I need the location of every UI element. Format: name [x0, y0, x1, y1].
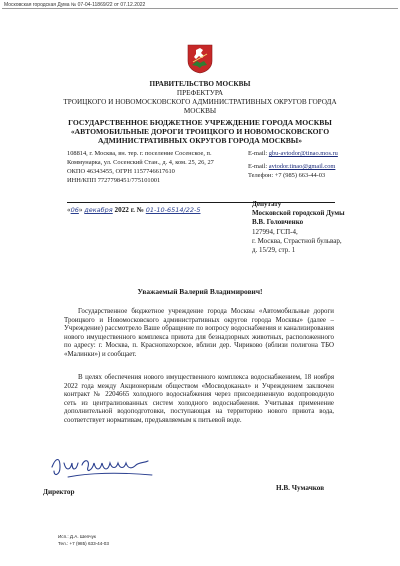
top-border: [2, 8, 398, 9]
body-paragraph-1: [64, 308, 334, 359]
gov-title: ПРАВИТЕЛЬСТВО МОСКВЫ: [149, 80, 251, 88]
body-text-1: Государственное бюджетное учреждение города Москвы «Автомобильные дороги Троицкого и Новомосковского административных округов города Москвы» (далее – Учреждение) рассмотрело Ваше обращение по вопросу водоснабжения и канализирования нового имущественного комплекса приюта для безнадзорных животных, расположенного по адресу: г. Москва, п. Краснопахорское, вблизи дер. Чириково (вблизи полигона ТБО «Малинки») и сообщает.: [64, 308, 334, 358]
recipient-line-6: д. 15/29, стр. 1: [252, 246, 296, 254]
outgoing-number: 01-10-6514/22-5: [145, 206, 201, 214]
registration-stamp: Московская городская Дума № 07-04-11869/22 от 07.12.2022: [4, 2, 146, 8]
inn-kpp: ИНН/КПП 7727798451/775101001: [67, 177, 161, 184]
recipient-line-2: Московской городской Думы: [252, 209, 345, 217]
org-name-line-2: «АВТОМОБИЛЬНЫЕ ДОРОГИ ТРОИЦКОГО И НОВОМОСКОВСКОГО: [70, 127, 330, 136]
org-name-line-1: ГОСУДАРСТВЕННОЕ БЮДЖЕТНОЕ УЧРЕЖДЕНИЕ ГОРОДА МОСКВЫ: [68, 118, 332, 127]
recipient-line-4: 127994, ГСП-4,: [252, 228, 298, 236]
org-name-line-3: АДМИНИСТРАТИВНЫХ ОКРУГОВ ГОРОДА МОСКВЫ»: [97, 136, 303, 145]
handwritten-signature-icon: [48, 447, 158, 483]
recipient-line-1: Депутату: [252, 200, 282, 208]
okpo-ogrn: ОКПО 46343455, ОГРН 1157746617610: [67, 168, 175, 175]
districts-line-2: МОСКВЫ: [183, 107, 217, 115]
outgoing-day: 06: [70, 206, 79, 214]
body-text-2: В целях обеспечения нового имущественного комплекса водоснабжением, 18 ноября 2022 года между Акционерным обществом «Мосводоканал» и Учреждением заключен контракт № 2204665 холодного водоснабжения через присоединенную водопроводную сеть из централизованных систем холодного водоснабжения. Учитывая применение дополнительной водоподготовки, поступающая на территорию нового приюта вода, соответствует нормативам, предъявляемым к питьевой воде.: [64, 374, 334, 424]
greeting: Уважаемый Валерий Владимирович!: [137, 287, 263, 296]
moscow-coat-of-arms-icon: [187, 44, 213, 74]
quote-open: «: [67, 206, 71, 214]
phone: Телефон: +7 (985) 663-44-03: [248, 172, 326, 179]
recipient-line-5: г. Москва, Страстной бульвар,: [252, 237, 342, 245]
outgoing-month: декабря: [84, 206, 113, 214]
email-2-row: [248, 163, 335, 171]
email-2-label: E-mail:: [248, 163, 268, 170]
recipient-line-3: В.В. Головченко: [252, 218, 304, 226]
address-line-2: Коммунарка, ул. Сосенский Стан., д. 4, ком. 25, 26, 27: [67, 159, 214, 166]
executor-phone: Тел.: +7 (985) 633-44-03: [58, 541, 109, 546]
body-paragraph-2: [64, 374, 334, 425]
email-1-link[interactable]: gbu-avtodor@tinao.mos.ru: [268, 150, 338, 157]
outgoing-year: 2022 г. №: [114, 206, 144, 214]
prefecture-title: ПРЕФЕКТУРА: [176, 89, 224, 97]
separator-line: [67, 202, 335, 203]
email-1-row: [248, 150, 338, 158]
email-1-label: E-mail:: [248, 150, 268, 157]
email-2-link[interactable]: avtodor.tinao@gmail.com: [268, 163, 336, 170]
executor: Исп.: Д.А. Шепчук: [58, 534, 96, 539]
quote-close: »: [78, 206, 83, 214]
outgoing-date-number: [67, 206, 200, 215]
address-line-1: 108814, г. Москва, вн. тер. г. поселение Сосенское, п.: [67, 150, 212, 157]
signatory-name: Н.В. Чумачков: [276, 484, 325, 492]
districts-line-1: ТРОИЦКОГО И НОВОМОСКОВСКОГО АДМИНИСТРАТИВНЫХ ОКРУГОВ ГОРОДА: [63, 98, 337, 106]
signatory-title: Директор: [43, 488, 75, 496]
